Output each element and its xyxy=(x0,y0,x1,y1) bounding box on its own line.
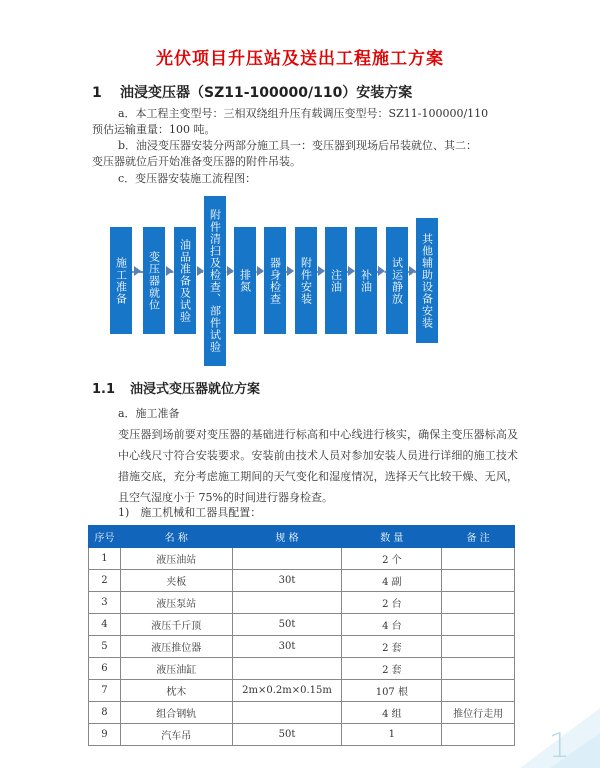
cell-index: 4 xyxy=(89,614,121,636)
flow-arrow-icon xyxy=(227,266,234,276)
flow-step-5: 排氮 xyxy=(234,227,256,334)
para-b: b．油浸变压器安装分两部分施工具一：变压器到现场后吊装就位、其二： xyxy=(118,139,478,152)
flow-step-4: 附件清扫及检查、部件试验 xyxy=(204,196,226,366)
table-row xyxy=(89,570,515,592)
flow-arrow-icon xyxy=(166,266,173,276)
cell-qty: 2 台 xyxy=(342,592,442,614)
cell-spec xyxy=(232,658,342,680)
flow-arrow-icon xyxy=(409,266,416,276)
cell-qty: 4 台 xyxy=(342,614,442,636)
cell-name: 汽车吊 xyxy=(120,724,232,746)
cell-index: 3 xyxy=(89,592,121,614)
flow-step-10: 试运静放 xyxy=(386,227,408,334)
prep-paragraph-text: 变压器到场前要对变压器的基础进行标高和中心线进行核实，确保主变压器标高及中心线尺寸符合安装要求。安装前由技术人员对参加安装人员进行详细的施工技术措施交底，充分考虑施工期间的天气变化和湿度情况，选择天气比较干燥、无风，且空气湿度小于 75%的时间进行器身检查。 xyxy=(118,428,518,504)
flow-step-8: 注油 xyxy=(325,227,347,334)
cell-spec: 30t xyxy=(232,636,342,658)
table-row xyxy=(89,614,515,636)
col-header-qty: 数 量 xyxy=(342,526,442,548)
cell-index: 7 xyxy=(89,680,121,702)
cell-note xyxy=(442,614,515,636)
cell-spec: 30t xyxy=(232,570,342,592)
cell-spec xyxy=(232,702,342,724)
page-number: 1 xyxy=(548,726,570,766)
cell-spec: 50t xyxy=(232,614,342,636)
cell-note xyxy=(442,592,515,614)
table-row xyxy=(89,702,515,724)
flow-step-3: 油品准备及试验 xyxy=(174,227,196,334)
flow-step-11: 其他辅助设备安装 xyxy=(416,218,438,343)
table-row xyxy=(89,680,515,702)
cell-name: 组合钢轨 xyxy=(120,702,232,724)
cell-name: 液压油站 xyxy=(120,548,232,570)
section-1-number: 1 xyxy=(92,85,102,101)
prep-paragraph xyxy=(118,424,518,508)
cell-qty: 2 套 xyxy=(342,636,442,658)
item-1-tools: 1) 施工机械和工器具配置： xyxy=(118,506,262,519)
flow-arrow-icon xyxy=(287,266,294,276)
col-header-note: 备 注 xyxy=(442,526,515,548)
section-1-1-number: 1.1 xyxy=(92,382,116,397)
col-header-name: 名 称 xyxy=(120,526,232,548)
cell-index: 1 xyxy=(89,548,121,570)
cell-spec xyxy=(232,592,342,614)
flow-arrow-icon xyxy=(348,266,355,276)
cell-note xyxy=(442,570,515,592)
cell-name: 枕木 xyxy=(120,680,232,702)
table-row xyxy=(89,658,515,680)
cell-note xyxy=(442,636,515,658)
section-1-heading xyxy=(92,82,412,102)
cell-name: 液压推位器 xyxy=(120,636,232,658)
cell-qty: 4 组 xyxy=(342,702,442,724)
cell-spec: 50t xyxy=(232,724,342,746)
cell-index: 5 xyxy=(89,636,121,658)
section-1-1-title: 油浸式变压器就位方案 xyxy=(130,382,261,397)
flow-step-9: 补油 xyxy=(355,227,377,334)
sub-a-prep: a．施工准备 xyxy=(118,407,180,420)
cell-name: 液压千斤顶 xyxy=(120,614,232,636)
para-c: c．变压器安装施工流程图： xyxy=(118,172,257,185)
para-a: a．本工程主变型号：三相双绕组升压有载调压变型号：SZ11-100000/110 xyxy=(118,107,489,120)
col-header-spec: 规 格 xyxy=(232,526,342,548)
cell-qty: 4 副 xyxy=(342,570,442,592)
flow-step-7: 附件安装 xyxy=(295,227,317,334)
flow-arrow-icon xyxy=(378,266,385,276)
cell-note xyxy=(442,548,515,570)
col-header-index: 序号 xyxy=(89,526,121,548)
flow-step-1: 施工准备 xyxy=(110,227,132,334)
document-title: 光伏项目升压站及送出工程施工方案 xyxy=(156,49,444,69)
cell-index: 2 xyxy=(89,570,121,592)
para-a-cont: 预估运输重量：100 吨。 xyxy=(92,123,216,136)
flow-arrow-icon xyxy=(197,266,204,276)
equipment-table xyxy=(88,525,515,746)
table-header-row xyxy=(89,526,515,548)
table-row xyxy=(89,636,515,658)
section-1-1-heading xyxy=(92,378,260,397)
table-row xyxy=(89,724,515,746)
cell-note: 推位行走用 xyxy=(442,702,515,724)
table-row xyxy=(89,592,515,614)
flow-step-2: 变压器就位 xyxy=(143,227,165,334)
cell-note xyxy=(442,658,515,680)
flow-arrow-icon xyxy=(318,266,325,276)
cell-spec: 2m×0.2m×0.15m xyxy=(232,680,342,702)
table-row xyxy=(89,548,515,570)
cell-qty: 107 根 xyxy=(342,680,442,702)
cell-qty: 2 套 xyxy=(342,658,442,680)
flow-arrow-icon xyxy=(257,266,264,276)
corner-decoration xyxy=(490,698,600,768)
flow-arrow-icon xyxy=(134,266,141,276)
para-b-cont: 变压器就位后开始准备变压器的附件吊装。 xyxy=(92,155,301,168)
cell-index: 6 xyxy=(89,658,121,680)
cell-name: 液压油缸 xyxy=(120,658,232,680)
cell-spec xyxy=(232,548,342,570)
cell-index: 8 xyxy=(89,702,121,724)
cell-index: 9 xyxy=(89,724,121,746)
cell-name: 液压泵站 xyxy=(120,592,232,614)
cell-qty: 1 xyxy=(342,724,442,746)
section-1-title: 油浸变压器（SZ11-100000/110）安装方案 xyxy=(120,85,413,101)
cell-name: 夹板 xyxy=(120,570,232,592)
cell-qty: 2 个 xyxy=(342,548,442,570)
flow-step-6: 器身检查 xyxy=(264,227,286,334)
